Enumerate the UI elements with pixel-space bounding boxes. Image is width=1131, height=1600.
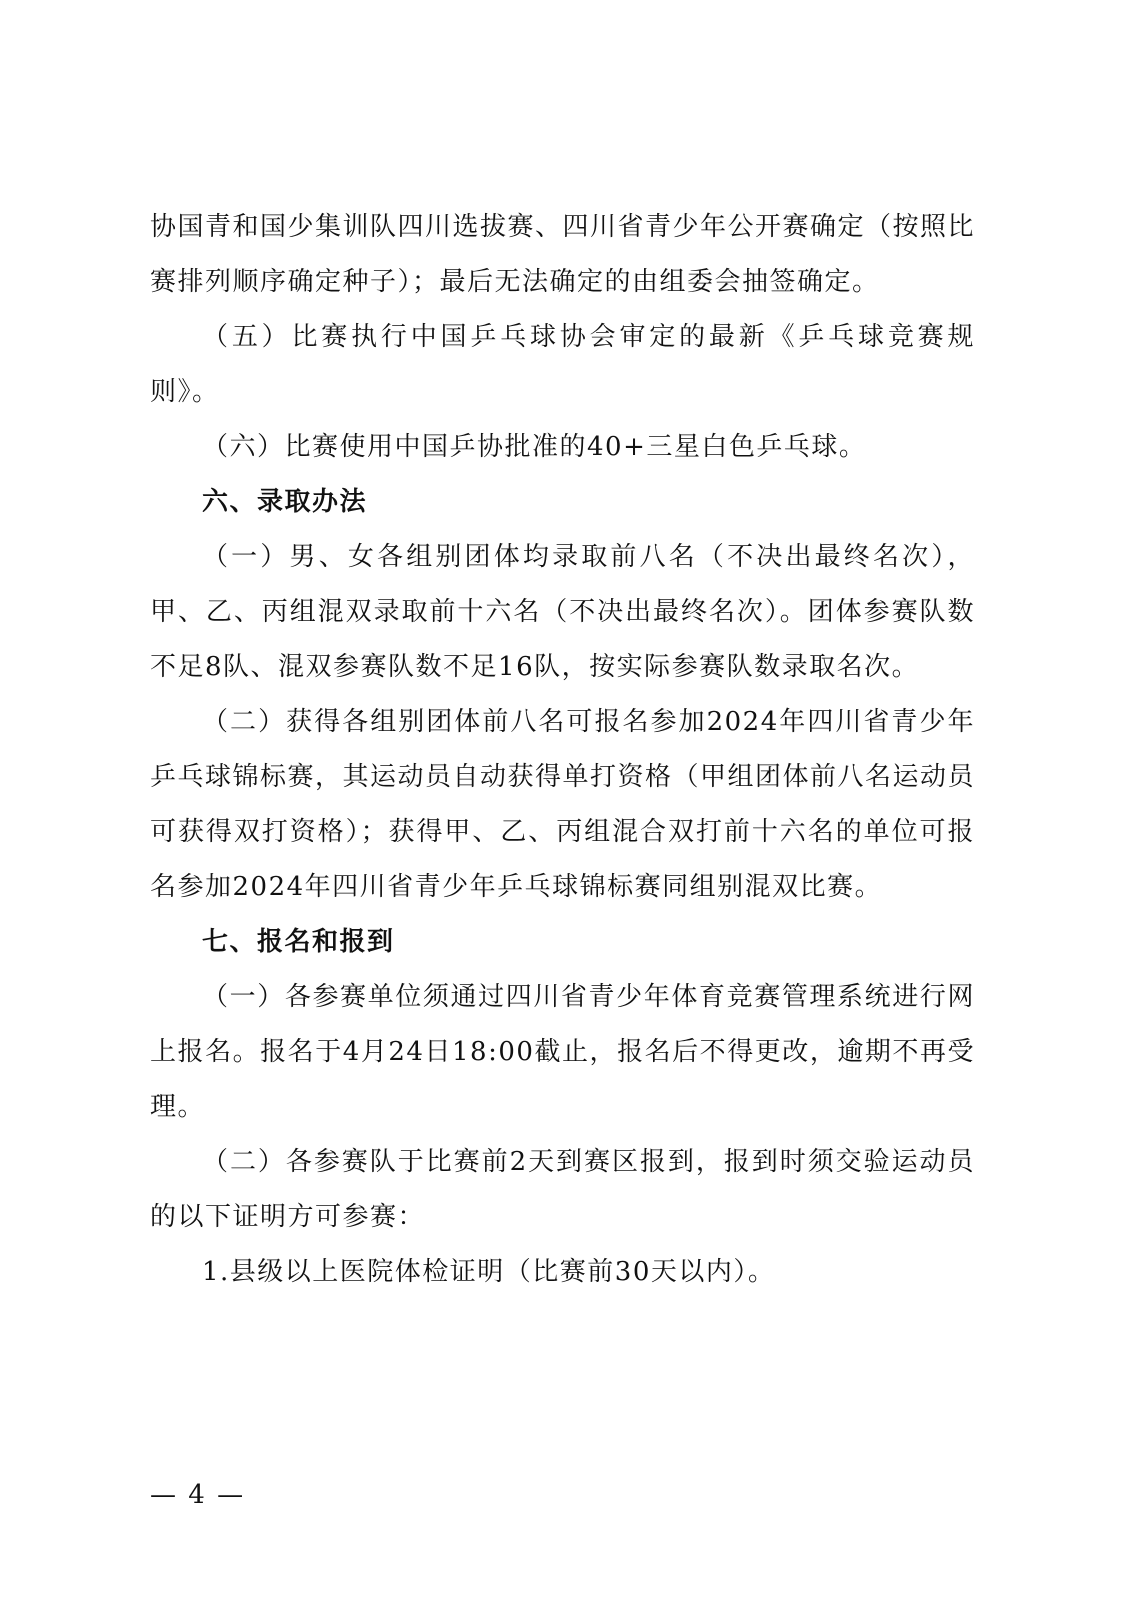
paragraph-registration-1: （一）各参赛单位须通过四川省青少年体育竞赛管理系统进行网上报名。报名于4月24日18:00截止，报名后不得更改，逾期不再受理。 [150,982,975,1122]
paragraph-registration-2: （二）各参赛队于比赛前2天到赛区报到，报到时须交验运动员的以下证明方可参赛： [150,1147,975,1232]
paragraph-ball: （六）比赛使用中国乒协批准的40+三星白色乒乓球。 [202,432,867,462]
paragraph-medical-certificate: 1.县级以上医院体检证明（比赛前30天以内）。 [202,1257,776,1287]
paragraph-rules: （五）比赛执行中国乒乓球协会审定的最新《乒乓球竞赛规则》。 [150,322,975,407]
section-heading-registration: 七、报名和报到 [202,927,395,957]
page-number: — 4 — [150,1480,246,1510]
paragraph-admission-2: （二）获得各组别团体前八名可报名参加2024年四川省青少年乒乓球锦标赛，其运动员自动获得单打资格（甲组团体前八名运动员可获得双打资格）；获得甲、乙、丙组混合双打前十六名的单位可报名参加2024年四川省青少年乒乓球锦标赛同组别混双比赛。 [150,707,976,902]
paragraph-continuation: 协国青和国少集训队四川选拔赛、四川省青少年公开赛确定（按照比赛排列顺序确定种子）；最后无法确定的由组委会抽签确定。 [150,212,976,297]
document-body [150,200,975,1300]
paragraph-admission-1: （一）男、女各组别团体均录取前八名（不决出最终名次），甲、乙、丙组混双录取前十六名（不决出最终名次）。团体参赛队数不足8队、混双参赛队数不足16队，按实际参赛队数录取名次。 [150,542,975,682]
section-heading-admission: 六、录取办法 [202,487,368,517]
